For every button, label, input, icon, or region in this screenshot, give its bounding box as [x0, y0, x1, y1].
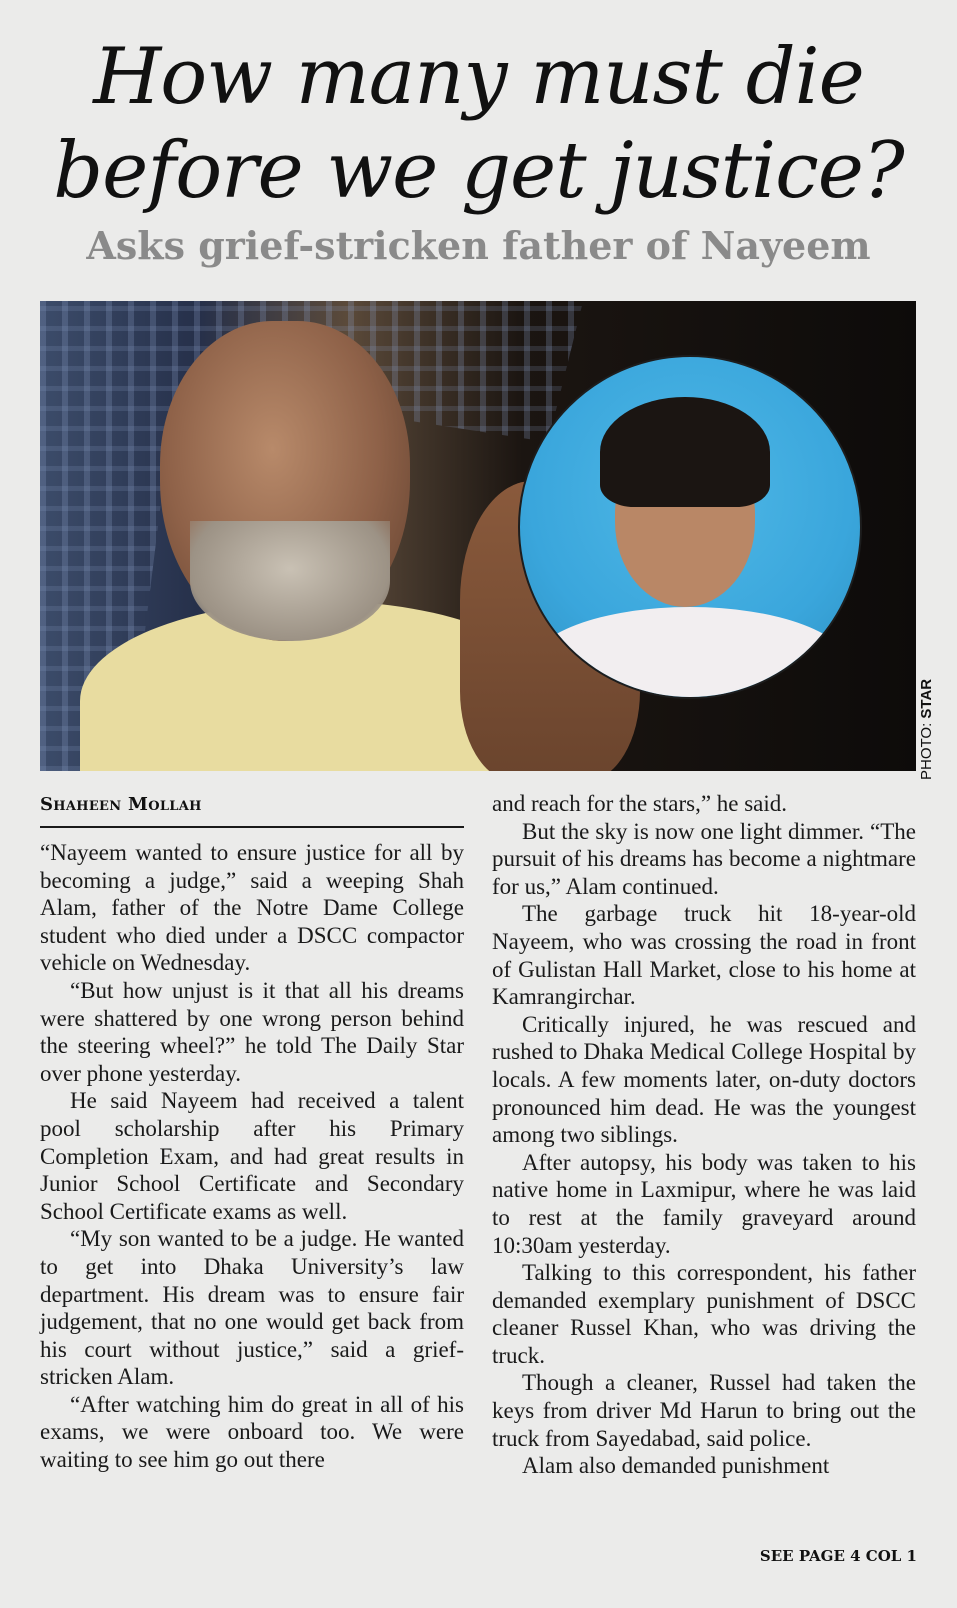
photo-credit — [918, 678, 957, 780]
inset-portrait — [518, 355, 862, 699]
headline — [0, 30, 957, 218]
paragraph: and reach for the stars,” he said. — [492, 791, 788, 816]
paragraph: “Nayeem wanted to ensure justice for all by becoming a judge,” said a weeping Shah Alam, father of the Notre Dame College student who died under a DSCC compactor vehicle on Wednesday. — [40, 840, 464, 976]
continuation-note: SEE PAGE 4 COL 1 — [759, 1547, 917, 1565]
paragraph: “But how unjust is it that all his dreams were shattered by one wrong person behind the steering wheel?” he told The Daily Star over phone yesterday. — [40, 977, 464, 1086]
headline-line-1: How many must die — [93, 32, 864, 122]
paragraph: Critically injured, he was rescued and rushed to Dhaka Medical College Hospital by locals. A few moments later, on-duty doctors pronounced him dead. He was the youngest among two siblings. — [492, 1011, 916, 1148]
byline: Shaheen Mollah — [40, 794, 202, 815]
photo-credit-source: STAR — [918, 678, 935, 719]
headline-line-2: before we get justice? — [53, 126, 904, 216]
photo-credit-label: PHOTO: — [918, 722, 935, 780]
subheadline: Asks grief-stricken father of Nayeem — [86, 223, 871, 268]
paragraph: Talking to this correspondent, his father demanded exemplary punishment of DSCC cleaner Russel Khan, who was driving the truck. — [492, 1260, 916, 1368]
paragraph: “After watching him do great in all of his exams, we were onboard too. We were waiting to see him go out there — [40, 1391, 464, 1473]
byline-rule — [40, 826, 464, 828]
paragraph: The garbage truck hit 18-year-old Nayeem, who was crossing the road in front of Gulistan Hall Market, close to his home at Kamrangirchar. — [492, 901, 916, 1010]
paragraph: “My son wanted to be a judge. He wanted to get into Dhaka University’s law department. His dream was to ensure fair judgement, that no one would get back from his court without justice,” said a grief-stricken Alam. — [40, 1226, 464, 1390]
paragraph: But the sky is now one light dimmer. “The pursuit of his dreams has become a nightmare for us,” Alam continued. — [492, 818, 916, 899]
paragraph: Though a cleaner, Russel had taken the keys from driver Md Harun to bring out the truck from Sayedabad, said police. — [492, 1370, 916, 1451]
portrait-hair — [600, 397, 770, 507]
father-beard — [190, 521, 390, 641]
article-column-2 — [492, 790, 916, 1480]
paragraph: After autopsy, his body was taken to his native home in Laxmipur, where he was laid to rest at the family graveyard around 10:30am yesterday. — [492, 1149, 916, 1258]
paragraph: He said Nayeem had received a talent pool scholarship after his Primary Completion Exam, and had great results in Junior School Certificate and Secondary School Certificate exams as well. — [40, 1088, 464, 1224]
paragraph: Alam also demanded punishment — [522, 1453, 830, 1479]
article-column-1 — [40, 839, 464, 1474]
news-photo — [40, 301, 916, 771]
portrait-shirt — [530, 607, 850, 699]
